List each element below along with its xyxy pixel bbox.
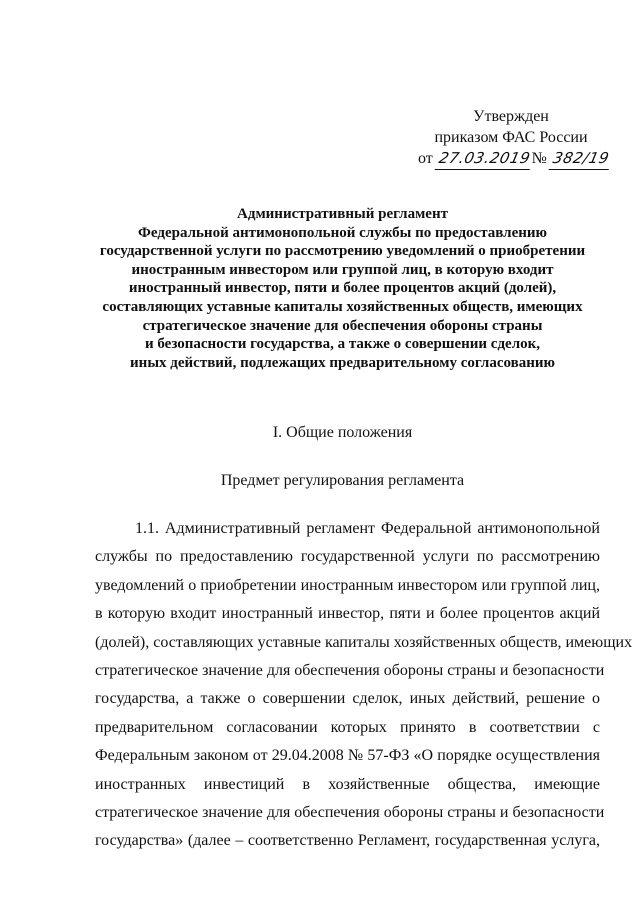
body-line: стратегическое значение для обеспечения обороны страны и безопасности: [95, 662, 605, 680]
section-heading: I. Общие положения: [272, 424, 413, 441]
title-line: государственной услуги по рассмотрению уведомлений о приобретении: [99, 243, 586, 260]
body-line: уведомлений о приобретении иностранным инвестором или группой лиц,: [95, 576, 600, 594]
subsection-heading: Предмет регулирования регламента: [220, 472, 465, 489]
body-line: государства, а также о совершении сделок, иных действий, решение о: [95, 690, 600, 708]
body-line: в которую входит иностранный инвестор, пяти и более процентов акций: [95, 605, 600, 623]
order-date: 27.03.2019: [434, 148, 534, 170]
body-line: стратегическое значение для обеспечения обороны страны и безопасности: [95, 804, 605, 822]
approval-line-2: приказом ФАС России: [434, 129, 588, 146]
order-number: 382/19: [549, 148, 613, 170]
body-line: государства» (далее – соответственно Регламент, государственная услуга,: [95, 832, 600, 850]
body-line: службы по предоставлению государственной услуги по рассмотрению: [95, 548, 600, 566]
body-line: Федеральным законом от 29.04.2008 № 57-ФЗ «О порядке осуществления: [95, 747, 600, 765]
body-line: предварительном согласовании которых принято в соответствии с: [95, 718, 600, 736]
title-line: иностранным инвестором или группой лиц, в которую входит: [131, 261, 554, 278]
title-line: Административный регламент: [237, 206, 448, 222]
approval-line-1: Утвержден: [473, 108, 549, 125]
document-title: [80, 205, 605, 372]
body-line: 1.1. Административный регламент Федеральной антимонопольной: [135, 520, 600, 537]
title-line: иностранный инвестор, пяти и более процентов акций (долей),: [128, 280, 557, 297]
order-number-label: №: [531, 150, 547, 167]
title-line: и безопасности государства, а также о совершении сделок,: [144, 336, 541, 353]
body-line: иностранных инвестиций в хозяйственные общества, имеющие: [95, 775, 600, 793]
title-line: Федеральной антимонопольной службы по предоставлению: [138, 224, 547, 241]
body-line: (долей), составляющих уставные капиталы хозяйственных обществ, имеющих: [95, 633, 633, 651]
title-line: стратегическое значение для обеспечения обороны страны: [142, 317, 543, 334]
title-line: составляющих уставные капиталы хозяйственных обществ, имеющих: [102, 298, 583, 315]
approval-stamp: [416, 106, 611, 170]
order-reference: [416, 148, 611, 170]
order-prefix: от: [418, 150, 433, 167]
title-line: иных действий, подлежащих предварительному согласованию: [130, 354, 555, 371]
paragraph-1-1: [95, 515, 633, 856]
